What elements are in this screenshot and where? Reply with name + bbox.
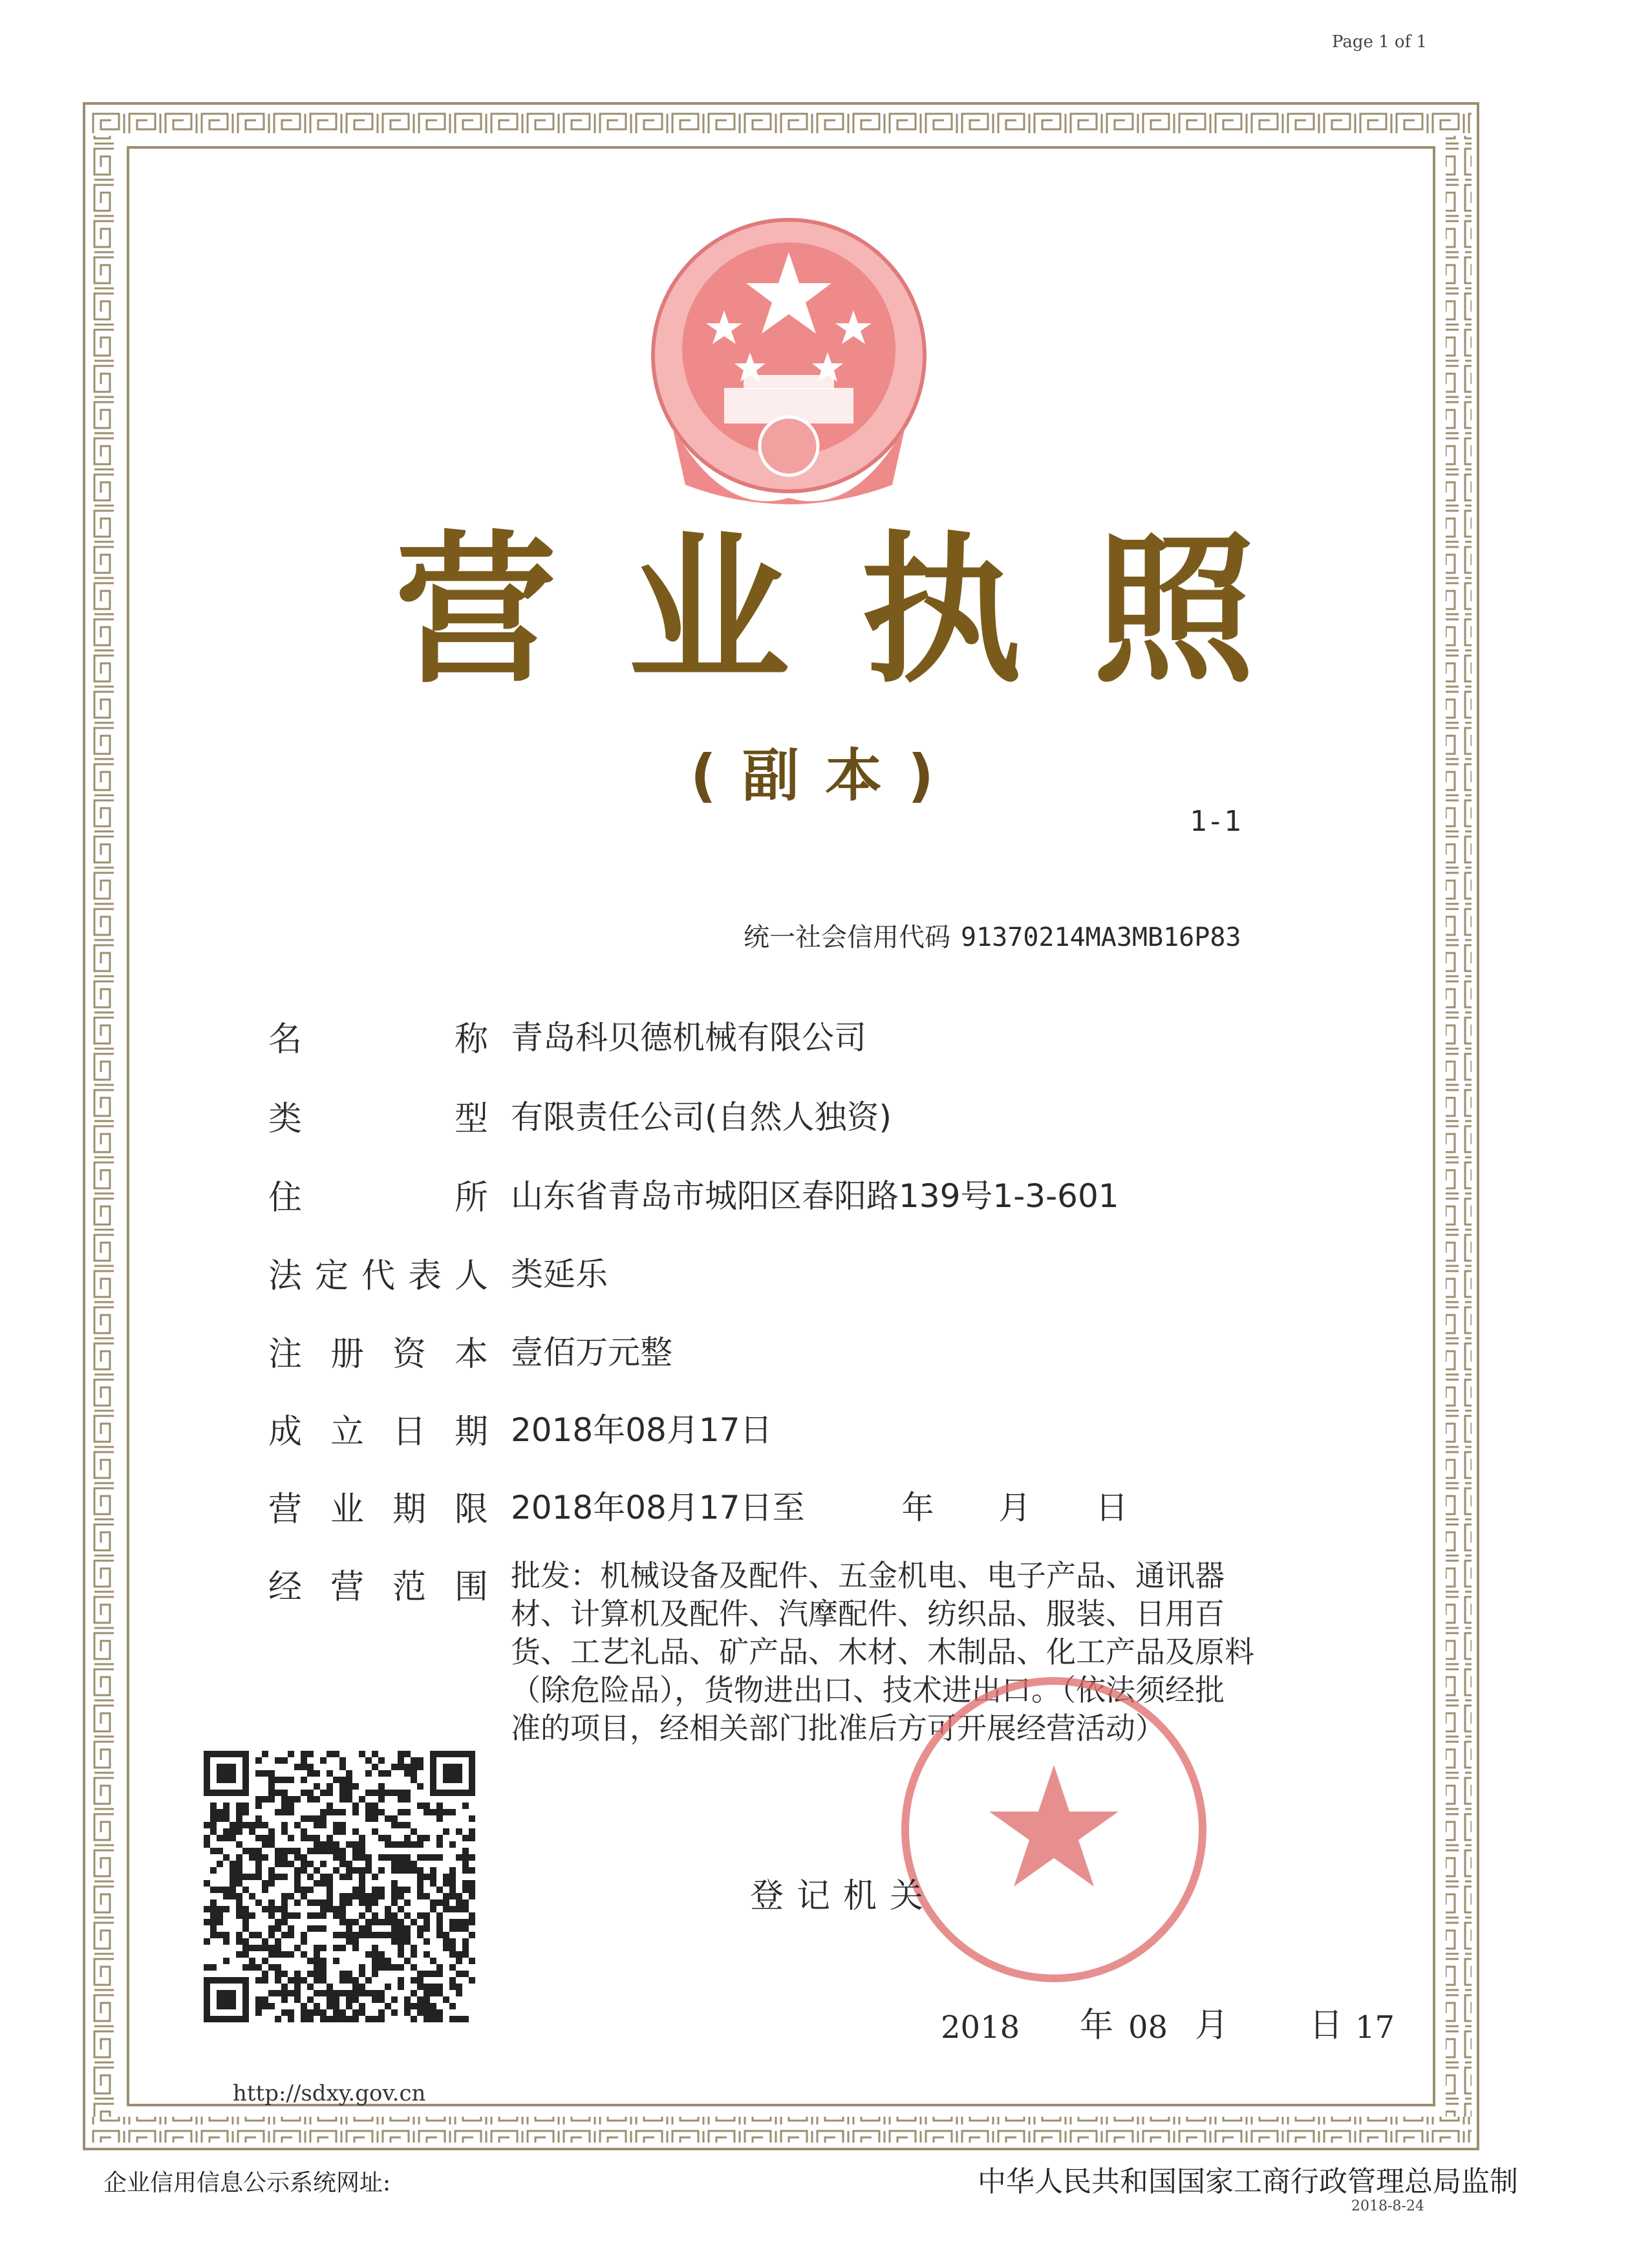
scope-line: 批发：机械设备及配件、五金机电、电子产品、通讯器	[511, 1558, 1225, 1593]
footer-system-label: 企业信用信息公示系统网址:	[103, 2170, 391, 2196]
scope-line: （除危险品），货物进出口、技术进出口。（依法须经批	[511, 1673, 1225, 1707]
footer-issuer: 中华人民共和国国家工商行政管理总局监制	[978, 2165, 1518, 2198]
date-value-day: 17	[1355, 2009, 1395, 2046]
date-label-month: 月	[1195, 2006, 1229, 2045]
field-value-term: 2018年08月17日至 年 月 日	[511, 1489, 1128, 1526]
official-seal-stamp	[892, 1668, 1216, 1991]
field-value-address: 山东省青岛市城阳区春阳路139号1-3-601	[511, 1177, 1119, 1215]
field-value-type: 有限责任公司(自然人独资)	[511, 1098, 892, 1136]
field-label: 名 称	[268, 1020, 488, 1059]
field-label: 类 型	[268, 1100, 488, 1139]
field-value-legal-rep: 类延乐	[511, 1256, 608, 1293]
date-label-day: 日	[1309, 2006, 1344, 2045]
national-emblem-icon	[647, 213, 931, 517]
field-label: 经 营 范 围	[268, 1568, 488, 1607]
field-label: 营 业 期 限	[268, 1490, 488, 1529]
date-label-year: 年	[1080, 2006, 1114, 2045]
field-value-capital: 壹佰万元整	[511, 1334, 672, 1371]
footer-print-date: 2018-8-24	[1351, 2198, 1424, 2214]
credit-code-value: 91370214MA3MB16P83	[961, 923, 1241, 952]
document-title: 营业执照	[395, 517, 1326, 705]
scope-line: 货、工艺礼品、矿产品、木材、木制品、化工产品及原料	[511, 1634, 1254, 1669]
verification-url[interactable]: http://sdxy.gov.cn	[233, 2081, 426, 2106]
field-value-name: 青岛科贝德机械有限公司	[511, 1019, 866, 1056]
copy-number: 1-1	[1190, 805, 1241, 838]
date-value-year: 2018	[941, 2009, 1020, 2046]
field-label: 法 定 代 表 人	[268, 1257, 488, 1296]
page-number: Page 1 of 1	[1332, 32, 1428, 52]
field-label: 住 所	[268, 1179, 488, 1217]
field-value-established: 2018年08月17日	[511, 1411, 773, 1449]
registration-authority: 登记机关	[750, 1877, 937, 1916]
qr-code	[204, 1751, 475, 2022]
scope-line: 准的项目，经相关部门批准后方可开展经营活动）	[511, 1711, 1165, 1746]
credit-code-label: 统一社会信用代码	[744, 923, 950, 952]
date-value-month: 08	[1128, 2009, 1168, 2046]
field-label: 成 立 日 期	[268, 1413, 488, 1451]
credit-code-line	[744, 917, 1241, 954]
field-label: 注 册 资 本	[268, 1335, 488, 1374]
document-subtitle: (副本)	[690, 742, 960, 809]
scope-line: 材、计算机及配件、汽摩配件、纺织品、服装、日用百	[511, 1596, 1225, 1631]
